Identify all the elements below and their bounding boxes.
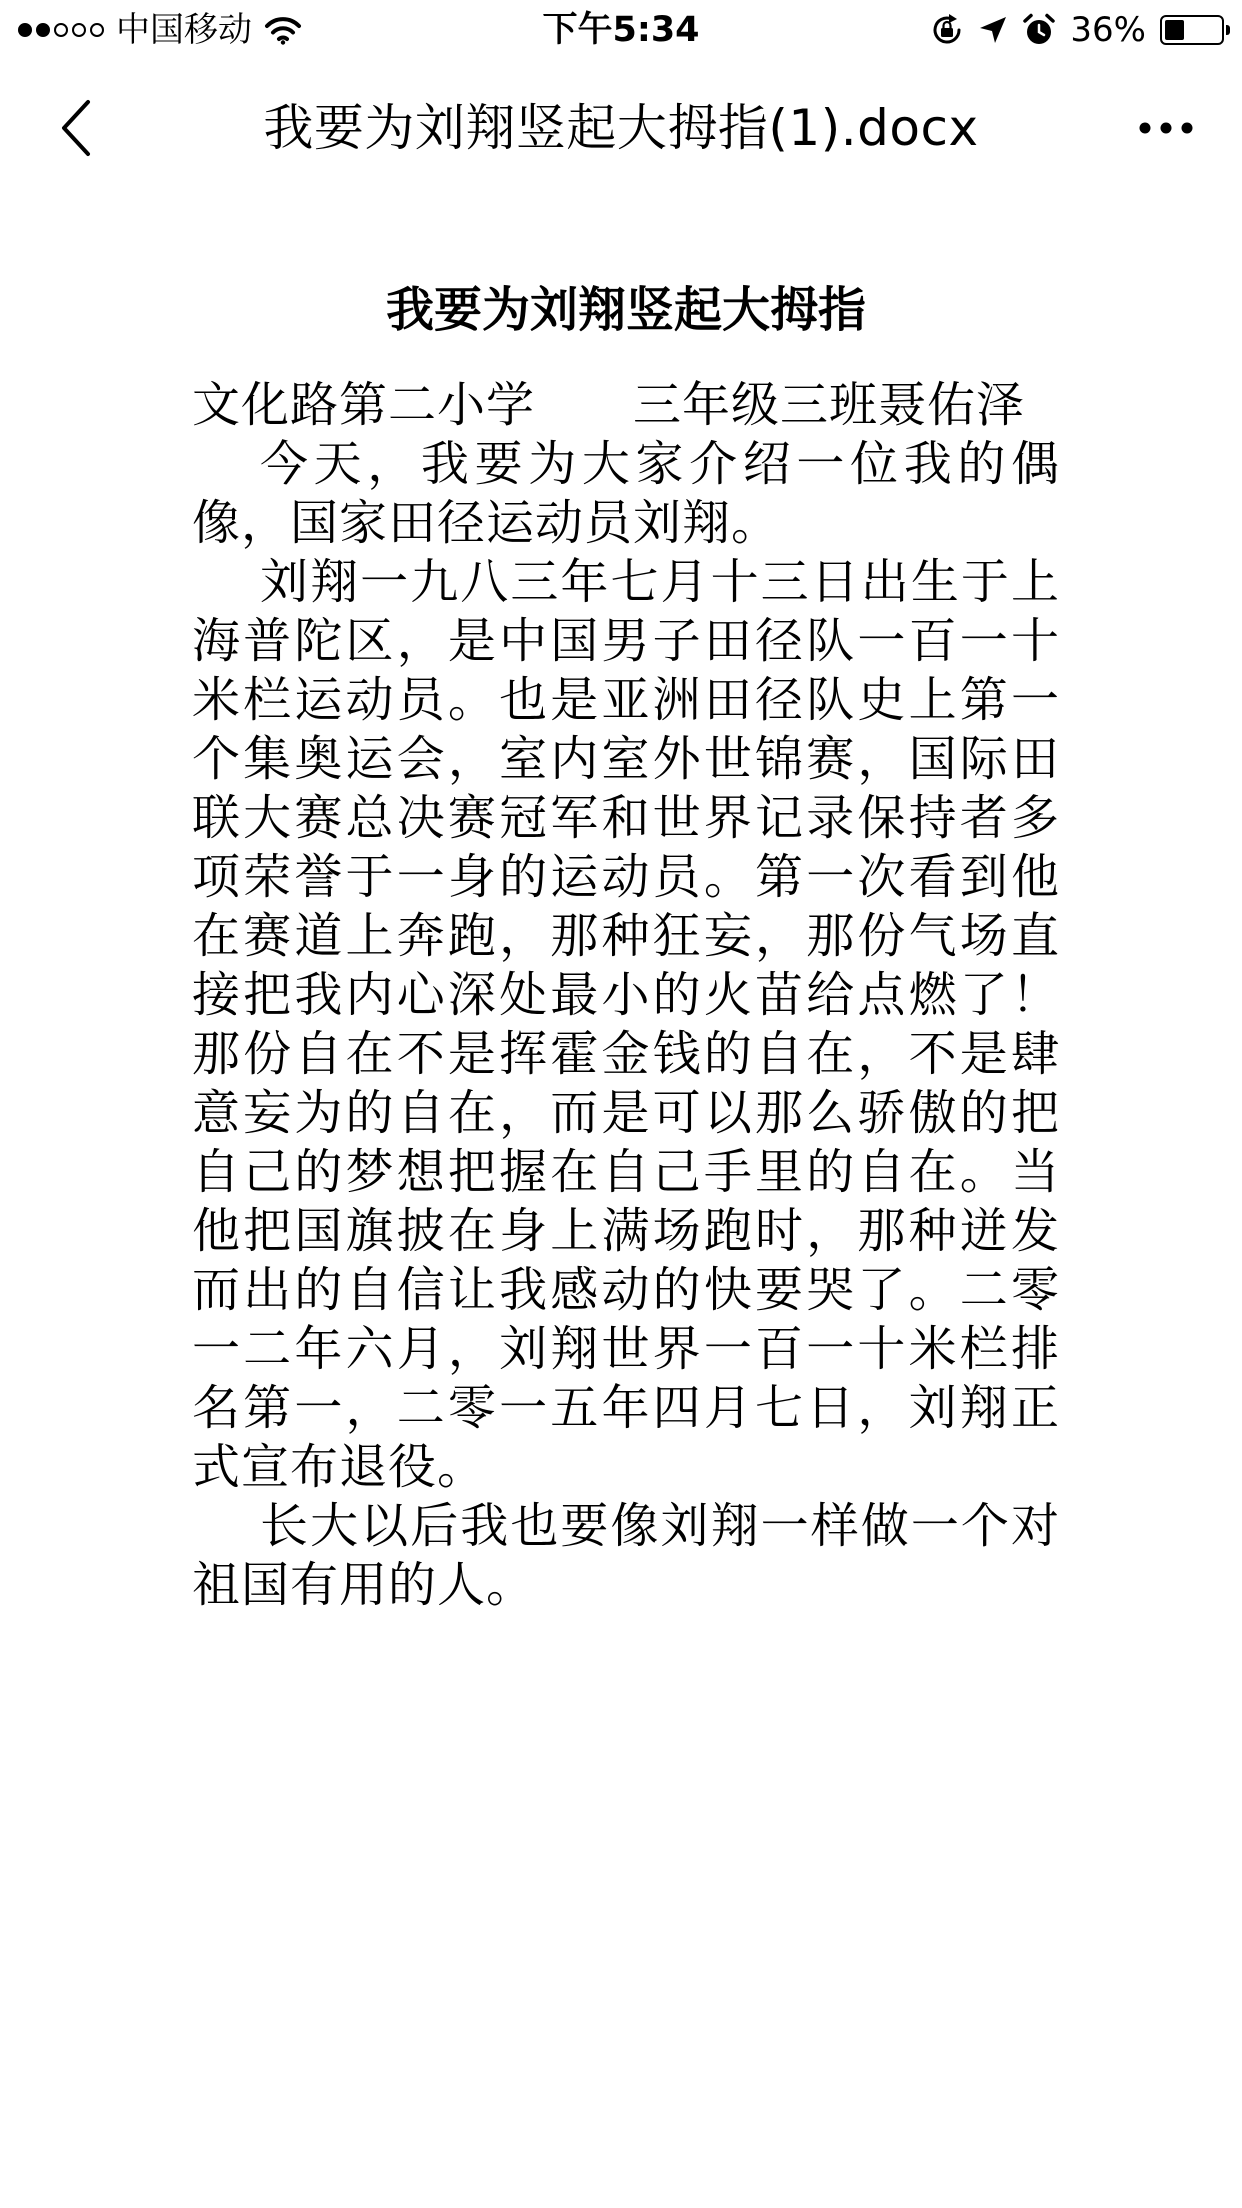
- battery-icon: [1160, 15, 1224, 45]
- more-dots-icon: [1138, 121, 1194, 135]
- document-title: 我要为刘翔竖起大拇指: [385, 282, 866, 338]
- carrier-name: 中国移动: [116, 10, 252, 50]
- signal-dot: [72, 23, 86, 37]
- location-arrow-icon: [978, 15, 1008, 45]
- signal-dot: [18, 23, 32, 37]
- document-paragraph: 长大以后我也要像刘翔一样做一个对祖国有用的人。: [192, 1498, 1060, 1613]
- status-right: [930, 8, 1224, 52]
- more-button[interactable]: [1130, 92, 1202, 164]
- chevron-left-icon: [58, 98, 94, 158]
- battery-fill: [1165, 20, 1184, 40]
- nav-title: 我要为刘翔竖起大拇指(1).docx: [263, 99, 979, 157]
- signal-strength-icon: [18, 23, 104, 37]
- document-author-line: 文化路第二小学 三年级三班聂佑泽: [192, 377, 1026, 433]
- signal-dot: [54, 23, 68, 37]
- back-button[interactable]: [40, 92, 112, 164]
- signal-dot: [36, 23, 50, 37]
- status-bar: [0, 0, 1242, 60]
- battery-percentage: 36%: [1070, 10, 1146, 50]
- alarm-icon: [1022, 13, 1056, 47]
- signal-dot: [90, 23, 104, 37]
- document-paragraph: 刘翔一九八三年七月十三日出生于上海普陀区，是中国男子田径队一百一十米栏运动员。也是亚洲田径队史上第一个集奥运会，室内室外世锦赛，国际田联大赛总决赛冠军和世界记录保持者多项荣誉于一身的运动员。第一次看到他在赛道上奔跑，那种狂妄，那份气场直接把我内心深处最小的火苗给点燃了！那份自在不是挥霍金钱的自在，不是肆意妄为的自在，而是可以那么骄傲的把自己的梦想把握在自己手里的自在。当他把国旗披在身上满场跑时，那种迸发而出的自信让我感动的快要哭了。二零一二年六月，刘翔世界一百一十米栏排名第一，二零一五年四月七日，刘翔正式宣布退役。: [192, 554, 1060, 1495]
- document-paragraph: 今天，我要为大家介绍一位我的偶像，国家田径运动员刘翔。: [192, 436, 1060, 551]
- orientation-lock-icon: [930, 13, 964, 47]
- wifi-icon: [264, 15, 302, 45]
- nav-bar: [0, 64, 1242, 192]
- status-left: [18, 8, 302, 52]
- status-time: 下午5:34: [542, 10, 700, 50]
- document-view[interactable]: [192, 270, 1060, 1615]
- battery-tip: [1226, 25, 1230, 35]
